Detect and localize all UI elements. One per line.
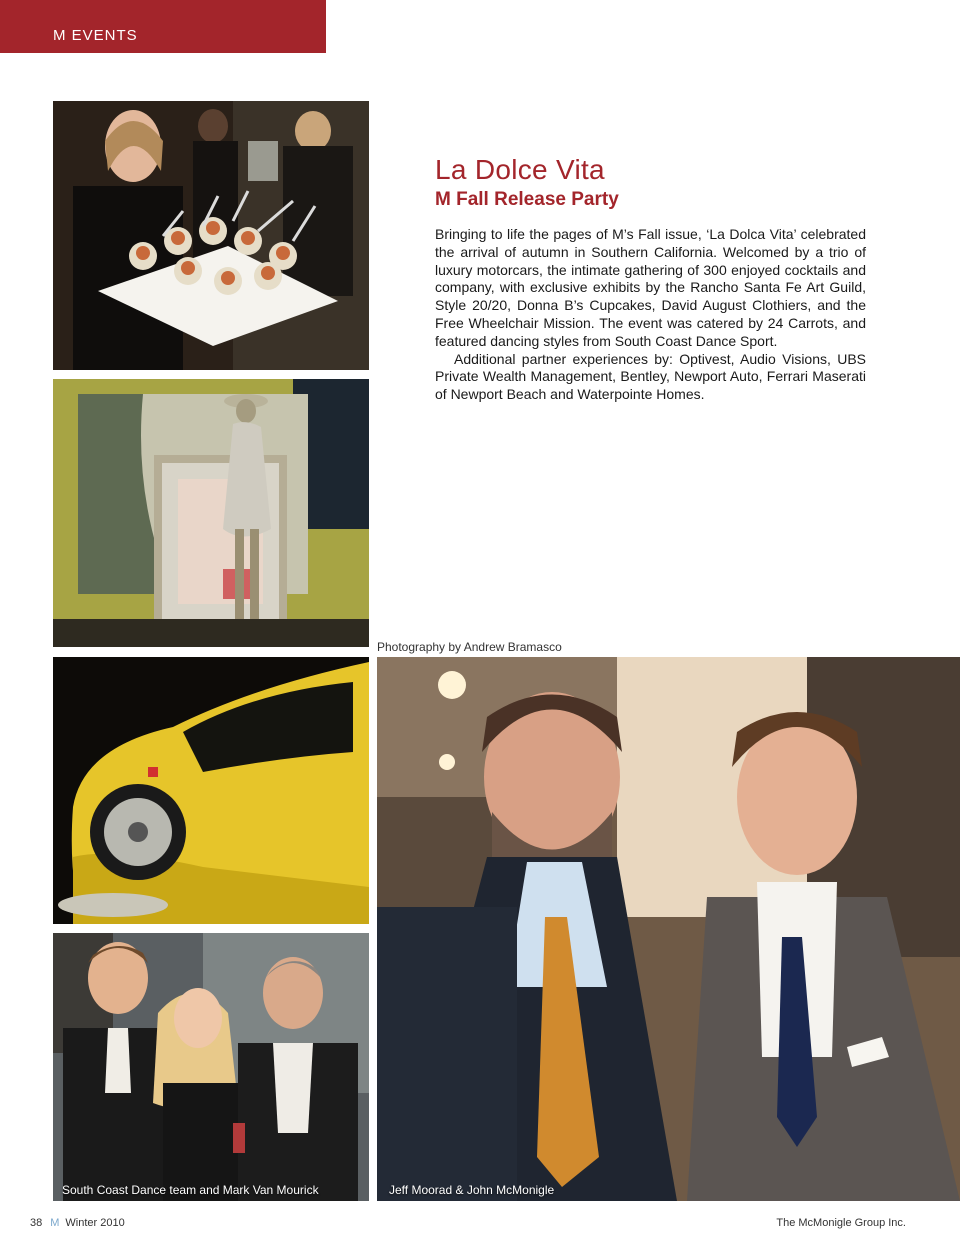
section-label: M EVENTS bbox=[53, 27, 138, 44]
photo-moorad-mcmonigle bbox=[377, 657, 960, 1201]
photo-yellow-ferrari bbox=[53, 657, 369, 924]
article-title: La Dolce Vita bbox=[435, 154, 605, 185]
article-paragraph: Additional partner experiences by: Optivest, Audio Visions, UBS Private Wealth Management, Bentley, Newport Auto, Ferrari Maserati of Newport Beach and Waterpointe Homes. bbox=[435, 350, 866, 403]
footer-left bbox=[30, 1217, 125, 1229]
section-header-tab bbox=[0, 0, 326, 53]
caption-dance-team: South Coast Dance team and Mark Van Mourick bbox=[62, 1183, 319, 1197]
magazine-logo-letter: M bbox=[50, 1217, 60, 1229]
footer-publisher: The McMonigle Group Inc. bbox=[776, 1217, 906, 1229]
issue-label: Winter 2010 bbox=[65, 1217, 125, 1229]
photo-statue-artwork bbox=[53, 379, 369, 647]
article-body bbox=[435, 226, 866, 404]
caption-two-men: Jeff Moorad & John McMonigle bbox=[389, 1183, 555, 1197]
article-paragraph: Bringing to life the pages of M’s Fall issue, ‘La Dolca Vita’ celebrated the arrival of autumn in Southern California. Welcomed by a trio of luxury motorcars, the intimate gathering of 300 enjoyed cocktails and company, with exclusive exhibits by the Rancho Santa Fe Art Guild, Style 20/20, Donna B’s Cupcakes, David August Clothiers, and the Free Wheelchair Mission. The event was catered by 24 Carrots, and featured dancing styles from South Coast Dance Sport. bbox=[435, 226, 866, 349]
page-number: 38 bbox=[30, 1217, 43, 1229]
photo-server-cocktails bbox=[53, 101, 369, 370]
article-subtitle: M Fall Release Party bbox=[435, 189, 619, 210]
photo-dance-team bbox=[53, 933, 369, 1201]
photo-credit: Photography by Andrew Bramasco bbox=[377, 640, 562, 654]
